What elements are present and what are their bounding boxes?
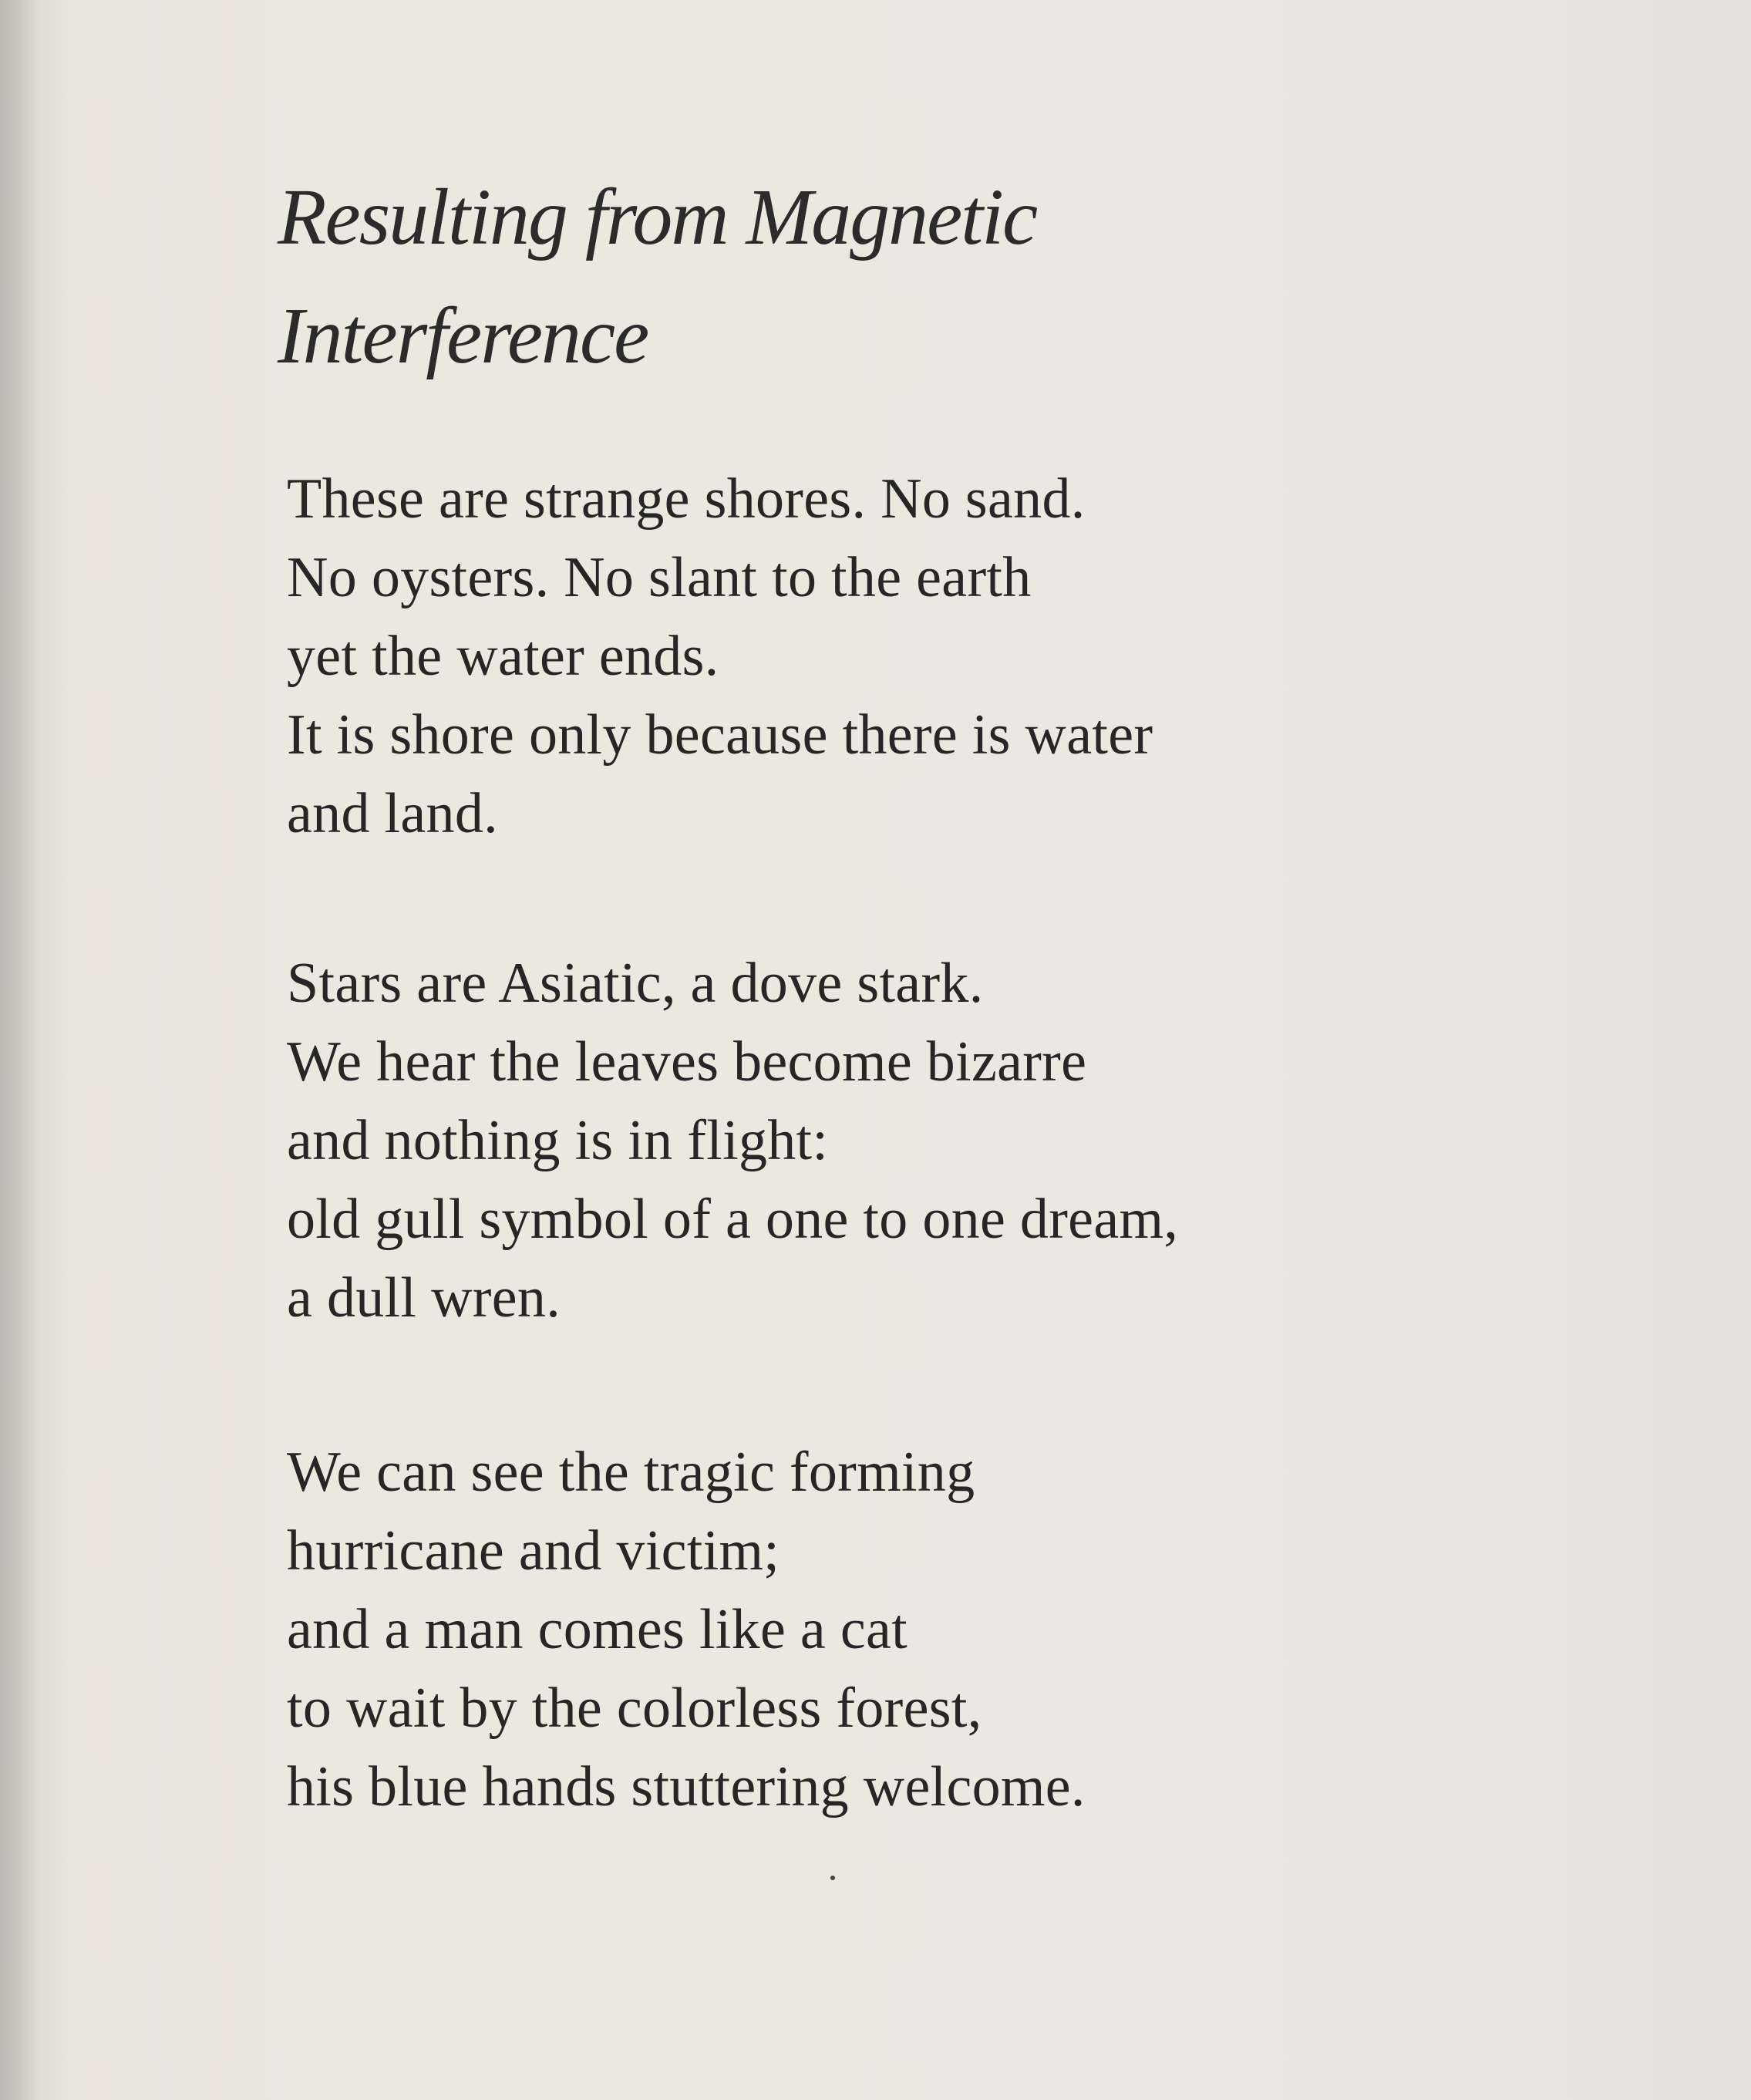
- poem-line: No oysters. No slant to the earth: [287, 546, 1032, 609]
- poem-line: and nothing is in flight:: [287, 1109, 829, 1172]
- stanza-3: [287, 1433, 1086, 1826]
- poem-line: and a man comes like a cat: [287, 1598, 907, 1661]
- stanza-1: [287, 460, 1153, 853]
- poem-line: old gull symbol of a one to one dream,: [287, 1188, 1179, 1251]
- poem-title: [278, 158, 1280, 396]
- poem-line: We can see the tragic forming: [287, 1441, 975, 1504]
- poem-line: It is shore only because there is water: [287, 703, 1153, 767]
- poem-line: yet the water ends.: [287, 625, 719, 688]
- poem-line: hurricane and victim;: [287, 1519, 780, 1583]
- stanza-2: [287, 944, 1178, 1337]
- poem-line: to wait by the colorless forest,: [287, 1677, 982, 1740]
- poem-line: These are strange shores. No sand.: [287, 467, 1086, 531]
- poem-line: and land.: [287, 782, 498, 845]
- poem-title-line-2: Interference: [278, 292, 648, 380]
- poem-line: a dull wren.: [287, 1266, 561, 1330]
- page-gutter-shadow: [0, 0, 39, 2100]
- poem-title-line-1: Resulting from Magnetic: [278, 173, 1037, 261]
- ink-speck: [830, 1876, 835, 1880]
- poem-line: We hear the leaves become bizarre: [287, 1030, 1087, 1094]
- poem-line: Stars are Asiatic, a dove stark.: [287, 952, 984, 1015]
- poem-line: his blue hands stuttering welcome.: [287, 1755, 1086, 1819]
